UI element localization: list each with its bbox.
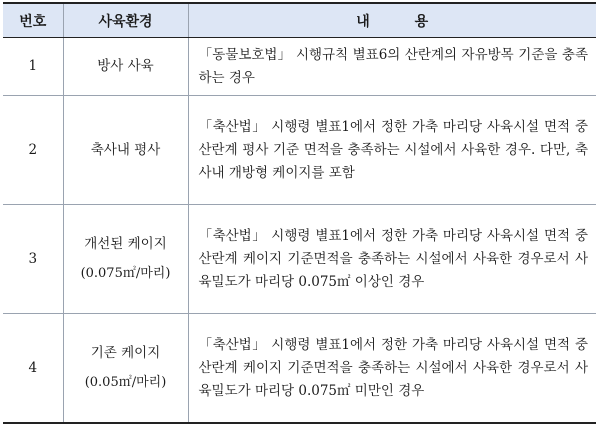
row-number: 3	[3, 205, 63, 314]
environment-name: 축사내 평사	[90, 141, 161, 158]
header-content: 내 용	[188, 3, 596, 38]
environment-name: 개선된 케이지	[84, 236, 167, 252]
row-content: 「축산법」 시행령 별표1에서 정한 가축 마리당 사육시설 면적 중 산란계 케이지 기준면적을 충족하는 시설에서 사육한 경우로서 사육밀도가 마리당 0.075㎡ 이상인 경우	[188, 205, 596, 314]
row-environment	[63, 96, 188, 205]
table-row	[3, 96, 596, 205]
header-number: 번호	[3, 3, 63, 38]
table-header	[3, 3, 596, 38]
row-environment	[63, 205, 188, 314]
row-environment	[63, 38, 188, 96]
row-content: 「축산법」 시행령 별표1에서 정한 가축 마리당 사육시설 면적 중 산란계 평사 기준 면적을 충족하는 시설에서 사육한 경우. 다만, 축사내 개방형 케이지를 포함	[188, 96, 596, 205]
row-content: 「동물보호법」 시행규칙 별표6의 산란계의 자유방목 기준을 충족하는 경우	[188, 38, 596, 96]
header-environment: 사육환경	[63, 3, 188, 38]
table-row	[3, 205, 596, 314]
row-environment	[63, 314, 188, 424]
row-number: 2	[3, 96, 63, 205]
environment-name: 기존 케이지	[90, 345, 161, 361]
row-number: 1	[3, 38, 63, 96]
row-number: 4	[3, 314, 63, 424]
environment-density: (0.075㎡/마리)	[80, 266, 171, 281]
row-content: 「축산법」 시행령 별표1에서 정한 가축 마리당 사육시설 면적 중 산란계 케이지 기준면적을 충족하는 시설에서 사육한 경우로서 사육밀도가 마리당 0.075㎡ 미만인 경우	[188, 314, 596, 424]
header-row	[3, 3, 596, 38]
table-body	[3, 38, 596, 424]
table-row	[3, 314, 596, 424]
housing-environment-table	[3, 2, 596, 424]
table-row	[3, 38, 596, 96]
environment-density: (0.05㎡/마리)	[84, 375, 167, 390]
environment-name: 방사 사육	[97, 58, 154, 74]
